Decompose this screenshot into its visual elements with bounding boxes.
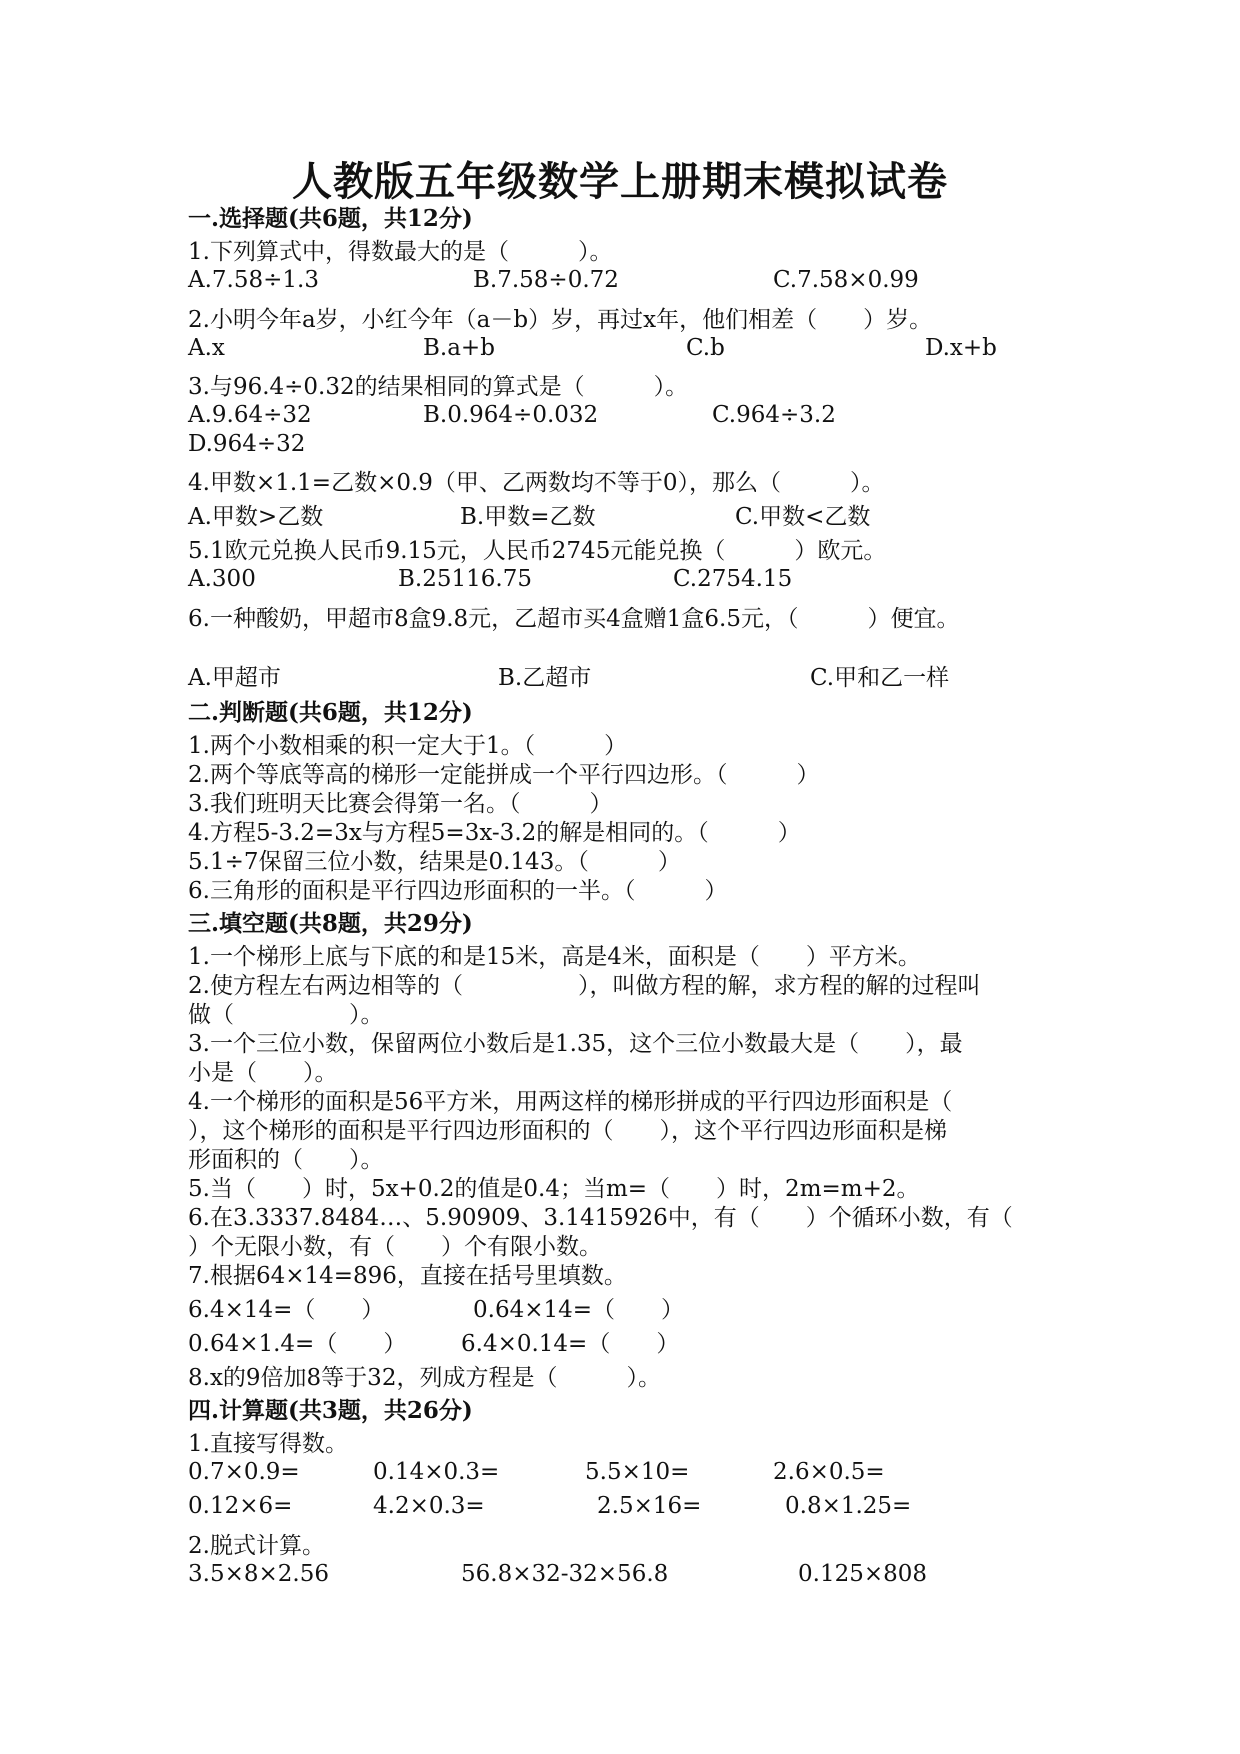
calc-item: 2.5×16= bbox=[597, 1493, 702, 1519]
option-text: C.2754.15 bbox=[673, 566, 793, 592]
question-text: 4.方程5-3.2=3x与方程5=3x-3.2的解是相同的。（ ） bbox=[188, 820, 801, 846]
section-heading-judgment: 二.判断题(共6题，共12分) bbox=[188, 699, 473, 726]
option-text: C.b bbox=[686, 335, 725, 361]
question-text: 1.一个梯形上底与下底的和是15米，高是4米，面积是（ ）平方米。 bbox=[188, 944, 921, 970]
option-text: C.964÷3.2 bbox=[712, 402, 836, 428]
question-text: 1.直接写得数。 bbox=[188, 1431, 348, 1457]
option-text: C.7.58×0.99 bbox=[773, 267, 919, 293]
question-text: 2.使方程左右两边相等的（ ），叫做方程的解，求方程的解的过程叫 bbox=[188, 973, 981, 999]
question-text: 1.两个小数相乘的积一定大于1。（ ） bbox=[188, 733, 628, 759]
question-text: 小是（ ）。 bbox=[188, 1060, 338, 1086]
question-text: 2.小明今年a岁，小红今年（a－b）岁，再过x年，他们相差（ ）岁。 bbox=[188, 307, 933, 333]
question-text: 2.脱式计算。 bbox=[188, 1533, 325, 1559]
question-text: 5.1÷7保留三位小数，结果是0.143。（ ） bbox=[188, 849, 681, 875]
question-text: 1.下列算式中，得数最大的是（ ）。 bbox=[188, 239, 613, 265]
question-text: 形面积的（ ）。 bbox=[188, 1147, 384, 1173]
option-text: A.甲超市 bbox=[188, 665, 281, 691]
question-text: 2.两个等底等高的梯形一定能拼成一个平行四边形。（ ） bbox=[188, 762, 820, 788]
option-text: A.甲数>乙数 bbox=[188, 504, 324, 530]
calc-item: 5.5×10= bbox=[585, 1459, 690, 1485]
question-text: 8.x的9倍加8等于32，列成方程是（ ）。 bbox=[188, 1365, 661, 1391]
calc-item: 3.5×8×2.56 bbox=[188, 1561, 329, 1587]
calc-item: 0.14×0.3= bbox=[373, 1459, 500, 1485]
question-text: 3.与96.4÷0.32的结果相同的算式是（ ）。 bbox=[188, 374, 689, 400]
question-text: 4.一个梯形的面积是56平方米，用两这样的梯形拼成的平行四边形面积是（ bbox=[188, 1089, 953, 1115]
question-text: ），这个梯形的面积是平行四边形面积的（ ），这个平行四边形面积是梯 bbox=[188, 1118, 947, 1144]
question-text: ）个无限小数，有（ ）个有限小数。 bbox=[188, 1234, 602, 1260]
option-text: B.25116.75 bbox=[398, 566, 532, 592]
question-text: 3.我们班明天比赛会得第一名。（ ） bbox=[188, 791, 613, 817]
calc-item: 0.7×0.9= bbox=[188, 1459, 300, 1485]
section-heading-fill-in: 三.填空题(共8题，共29分) bbox=[188, 910, 473, 937]
question-text: 6.在3.3337.8484…、5.90909、3.1415926中，有（ ）个循环小数，有（ bbox=[188, 1205, 1013, 1231]
option-text: D.964÷32 bbox=[188, 431, 306, 457]
calc-item: 0.8×1.25= bbox=[785, 1493, 912, 1519]
calc-item: 56.8×32-32×56.8 bbox=[461, 1561, 669, 1587]
question-text: 5.1欧元兑换人民币9.15元，人民币2745元能兑换（ ）欧元。 bbox=[188, 538, 887, 564]
option-text: C.甲和乙一样 bbox=[810, 665, 950, 691]
option-text: A.9.64÷32 bbox=[188, 402, 312, 428]
question-text: 做（ ）。 bbox=[188, 1002, 384, 1028]
option-text: A.7.58÷1.3 bbox=[188, 267, 319, 293]
option-text: B.a+b bbox=[423, 335, 495, 361]
option-text: B.0.964÷0.032 bbox=[423, 402, 599, 428]
fill-item: 6.4×14=（ ） bbox=[188, 1297, 385, 1323]
option-text: B.甲数=乙数 bbox=[460, 504, 596, 530]
calc-item: 0.12×6= bbox=[188, 1493, 293, 1519]
section-heading-calculation: 四.计算题(共3题，共26分) bbox=[188, 1397, 473, 1424]
option-text: B.乙超市 bbox=[498, 665, 592, 691]
option-text: D.x+b bbox=[925, 335, 997, 361]
calc-item: 2.6×0.5= bbox=[773, 1459, 885, 1485]
question-text: 7.根据64×14=896，直接在括号里填数。 bbox=[188, 1263, 627, 1289]
calc-item: 0.125×808 bbox=[798, 1561, 928, 1587]
option-text: A.x bbox=[188, 335, 225, 361]
calc-item: 4.2×0.3= bbox=[373, 1493, 485, 1519]
question-text: 6.三角形的面积是平行四边形面积的一半。（ ） bbox=[188, 878, 728, 904]
question-text: 4.甲数×1.1=乙数×0.9（甲、乙两数均不等于0），那么（ ）。 bbox=[188, 470, 885, 496]
section-heading-choice: 一.选择题(共6题，共12分) bbox=[188, 205, 473, 232]
fill-item: 0.64×14=（ ） bbox=[473, 1297, 685, 1323]
fill-item: 6.4×0.14=（ ） bbox=[461, 1331, 680, 1357]
option-text: B.7.58÷0.72 bbox=[473, 267, 619, 293]
question-text: 5.当（ ）时，5x+0.2的值是0.4；当m=（ ）时，2m=m+2。 bbox=[188, 1176, 920, 1202]
option-text: A.300 bbox=[188, 566, 256, 592]
page-title: 人教版五年级数学上册期末模拟试卷 bbox=[292, 158, 948, 205]
option-text: C.甲数<乙数 bbox=[735, 504, 871, 530]
question-text: 3.一个三位小数，保留两位小数后是1.35，这个三位小数最大是（ ），最 bbox=[188, 1031, 963, 1057]
fill-item: 0.64×1.4=（ ） bbox=[188, 1331, 407, 1357]
question-text: 6.一种酸奶，甲超市8盒9.8元，乙超市买4盒赠1盒6.5元，（ ）便宜。 bbox=[188, 606, 960, 632]
